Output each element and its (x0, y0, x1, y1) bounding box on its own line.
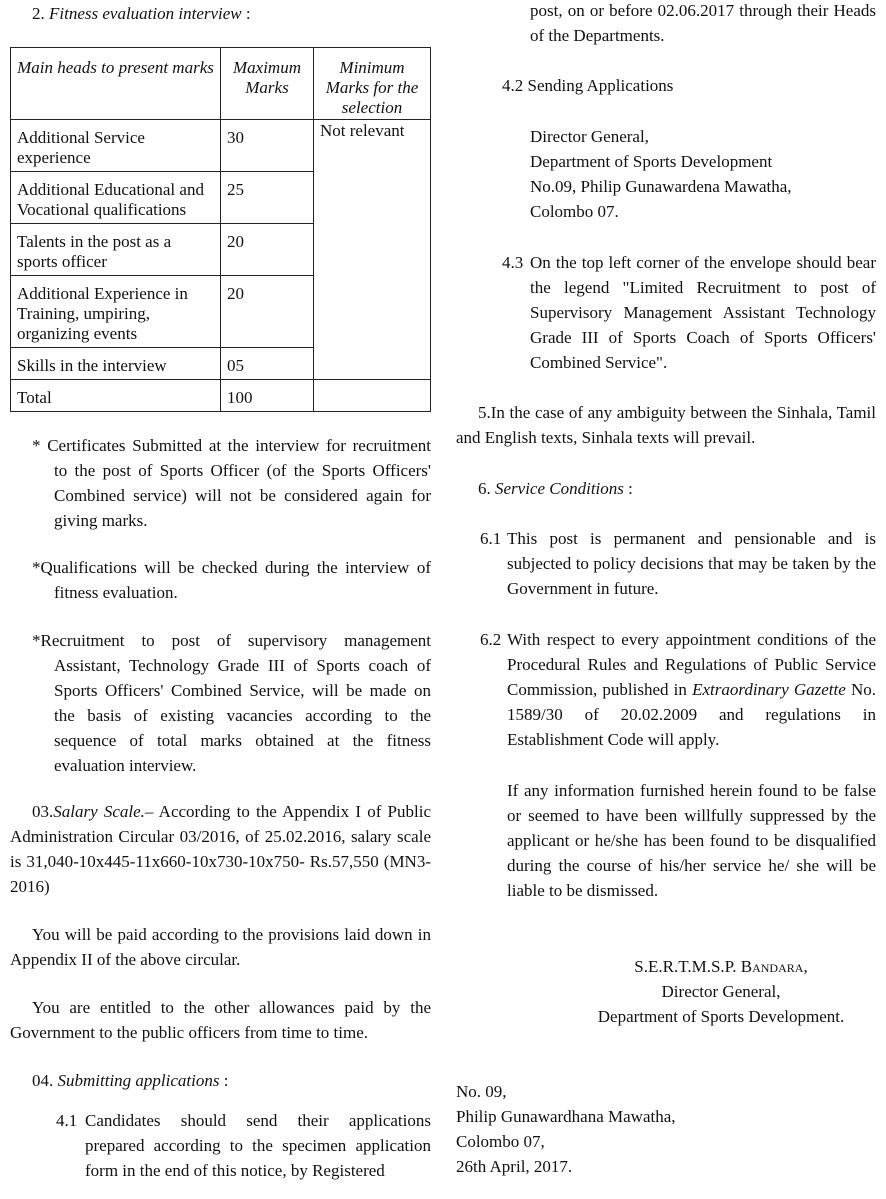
item-6-1-text: This post is permanent and pensionable and is subjected to policy decisions that may be taken by the Government in future. (507, 529, 876, 598)
submitting-title: Submitting applications (57, 1071, 220, 1090)
salary-paragraph (10, 799, 431, 899)
fitness-heading-colon: : (245, 4, 251, 23)
salary-text: – According to the Appendix I of Public Administration Circular 03/2016, of 25.02.2016, salary scale is 31,040-10x445-11x660-10x730-10x750- Rs.57,550 (MN3-2016) (10, 802, 431, 896)
footer-line: Colombo 07, (456, 1132, 545, 1151)
row-max: 100 (221, 380, 314, 412)
address-line: Colombo 07. (530, 202, 619, 221)
row-max: 20 (221, 224, 314, 276)
row-max: 20 (221, 276, 314, 348)
header-min-marks: Minimum Marks for the selection (314, 48, 431, 120)
note-recruitment: *Recruitment to post of supervisory management Assistant, Technology Grade III of Sports coach of Sports Officers' Combined Service, will be made on the basis of existing vacancies according to the sequence of total marks obtained at the fitness evaluation interview. (32, 631, 431, 775)
min-marks-cell: Not relevant (314, 120, 431, 380)
item-6-2-post: No. 1589/30 of 20.02.2009 and regulations in Establishment Code will apply. (507, 680, 877, 749)
item-6-2-text (507, 627, 876, 752)
service-conditions-heading (478, 476, 633, 501)
item-6-1 (480, 526, 876, 601)
item-4-1-number: 4.1 (56, 1111, 78, 1130)
item-6-1-number: 6.1 (480, 529, 502, 548)
item-4-1 (56, 1108, 431, 1183)
signature-name-comma: , (803, 957, 808, 976)
item-4-1-text: Candidates should send their applications prepared according to the specimen application form in the end of this notice, by Registered (85, 1111, 431, 1180)
signature-surname: Bandara (740, 957, 804, 976)
item-6-2 (480, 627, 876, 752)
row-max: 05 (221, 348, 314, 380)
service-conditions-number: 6. (478, 479, 491, 498)
item-4-3-number: 4.3 (502, 253, 524, 272)
item-4-3-text: On the top left corner of the envelope should bear the legend "Limited Recruitment to post of Supervisory Management Assistant Technology Grade III of Sports Coach of Sports Officers' Combined Service". (530, 253, 876, 372)
signature-block (586, 954, 856, 1029)
footer-line: No. 09, (456, 1082, 507, 1101)
header-main-heads: Main heads to present marks (11, 48, 221, 120)
allowances-paragraph: You are entitled to the other allowances paid by the Government to the public officers from time to time. (10, 998, 431, 1042)
address-line: Director General, (530, 127, 649, 146)
item-6-2-number: 6.2 (480, 630, 502, 649)
row-head: Skills in the interview (11, 348, 221, 380)
row-head: Additional Experience in Training, umpiring, organizing events (11, 276, 221, 348)
fitness-heading-number: 2. (32, 4, 45, 23)
table-row (11, 120, 431, 172)
address-line: No.09, Philip Gunawardena Mawatha, (530, 177, 792, 196)
row-head: Additional Educational and Vocational qualifications (11, 172, 221, 224)
note-certificates: * Certificates Submitted at the interview for recruitment to the post of Sports Officer (of the Sports Officers' Combined service) will not be considered again for giving marks. (32, 436, 431, 530)
footer-address (456, 1079, 756, 1179)
fitness-heading (32, 1, 251, 26)
item-6-2-pre: With respect to every appointment conditions of the Procedural Rules and Regulations of Public Service Commission, published in (507, 630, 876, 699)
signature-department: Department of Sports Development. (597, 1007, 845, 1026)
signature-title: Director General, (661, 982, 781, 1001)
row-max: 25 (221, 172, 314, 224)
row-head: Total (11, 380, 221, 412)
table-header-row (11, 48, 431, 120)
submitting-number: 04. (32, 1071, 54, 1090)
row-head: Additional Service experience (11, 120, 221, 172)
table-row (11, 380, 431, 412)
submitting-colon: : (223, 1071, 229, 1090)
service-conditions-colon: : (628, 479, 633, 498)
footer-line: Philip Gunawardhana Mawatha, (456, 1107, 676, 1126)
marks-table (10, 47, 431, 412)
submitting-heading (32, 1068, 228, 1093)
item-4-1-continued: post, on or before 02.06.2017 through their Heads of the Departments. (530, 1, 876, 45)
header-max-marks: Maximum Marks (221, 48, 314, 120)
salary-title: Salary Scale. (53, 802, 145, 821)
row-max: 30 (221, 120, 314, 172)
item-6-2-gazette: Extraordinary Gazette (692, 680, 846, 699)
paid-paragraph: You will be paid according to the provisions laid down in Appendix II of the above circular. (10, 925, 431, 969)
service-conditions-title: Service Conditions (495, 479, 624, 498)
row-head: Talents in the post as a sports officer (11, 224, 221, 276)
address-block (530, 124, 876, 224)
signature-initials: S.E.R.T.M.S.P. (634, 957, 741, 976)
item-4-3 (502, 250, 876, 375)
item-5: 5.In the case of any ambiguity between the Sinhala, Tamil and English texts, Sinhala texts will prevail. (456, 403, 876, 447)
address-line: Department of Sports Development (530, 152, 773, 171)
salary-number: 03. (32, 802, 54, 821)
footer-date: 26th April, 2017. (456, 1157, 573, 1176)
fitness-heading-text: Fitness evaluation interview (49, 4, 242, 23)
item-4-2: 4.2 Sending Applications (502, 76, 674, 95)
false-information-paragraph: If any information furnished herein found to be false or seemed to have been willfully suppressed by the applicant or he/she has been found to be disqualified during the course of his/her service he/ she will be liable to be dismissed. (507, 781, 876, 900)
total-min-cell (314, 380, 431, 412)
note-qualifications: *Qualifications will be checked during the interview of fitness evaluation. (32, 558, 431, 602)
signature-name (586, 954, 856, 979)
